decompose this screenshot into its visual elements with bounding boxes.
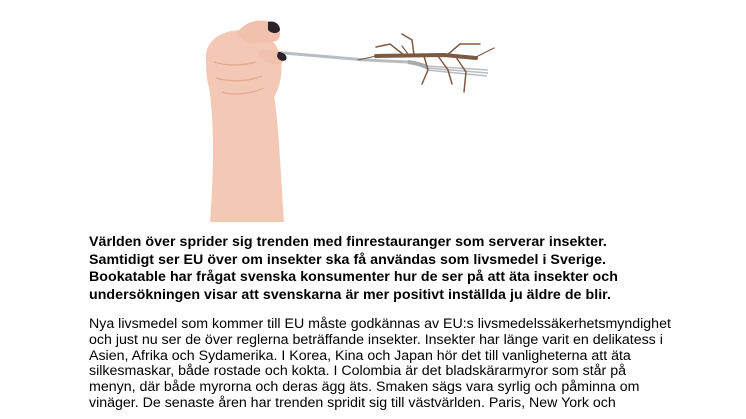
body-line: vinäger. De senaste åren har trenden spridit sig till västvärlden. Paris, New York och [89, 394, 616, 411]
body-paragraph [89, 317, 709, 412]
lead-line: undersökningen visar att svenskarna är mer positivt inställda ju äldre de blir. [89, 286, 611, 303]
lead-line: Bookatable har frågat svenska konsumenter hur de ser på att äta insekter och [89, 269, 618, 286]
lead-line: Samtidigt ser EU över om insekter ska få användas som livsmedel i Sverige. [89, 251, 607, 268]
lead-paragraph [89, 234, 709, 304]
lead-line: Världen över sprider sig trenden med finrestauranger som serverar insekter. [89, 234, 607, 250]
body-line: silkesmaskar, både rostade och kokta. I Colombia är det bladskärarmyror som står på [89, 363, 626, 380]
index-fingernail [268, 21, 280, 33]
hand-holding-fork-with-insect-illustration [176, 0, 568, 222]
body-line: och just nu ser de över reglerna beträffande insekter. Insekter har länge varit en delikatess i [89, 331, 663, 348]
body-line: Nya livsmedel som kommer till EU måste godkännas av EU:s livsmedelssäkerhetsmyndighet [89, 316, 671, 332]
fork-neck [408, 62, 428, 68]
body-line: Asien, Afrika och Sydamerika. I Korea, Kina och Japan hör det till vanligheterna att äta [89, 347, 631, 364]
hero-photo [176, 0, 568, 222]
stick-insect [358, 34, 494, 92]
body-line: menyn, där både myrorna och deras ägg äts. Smaken sägs vara syrlig och påminna om [89, 379, 640, 396]
